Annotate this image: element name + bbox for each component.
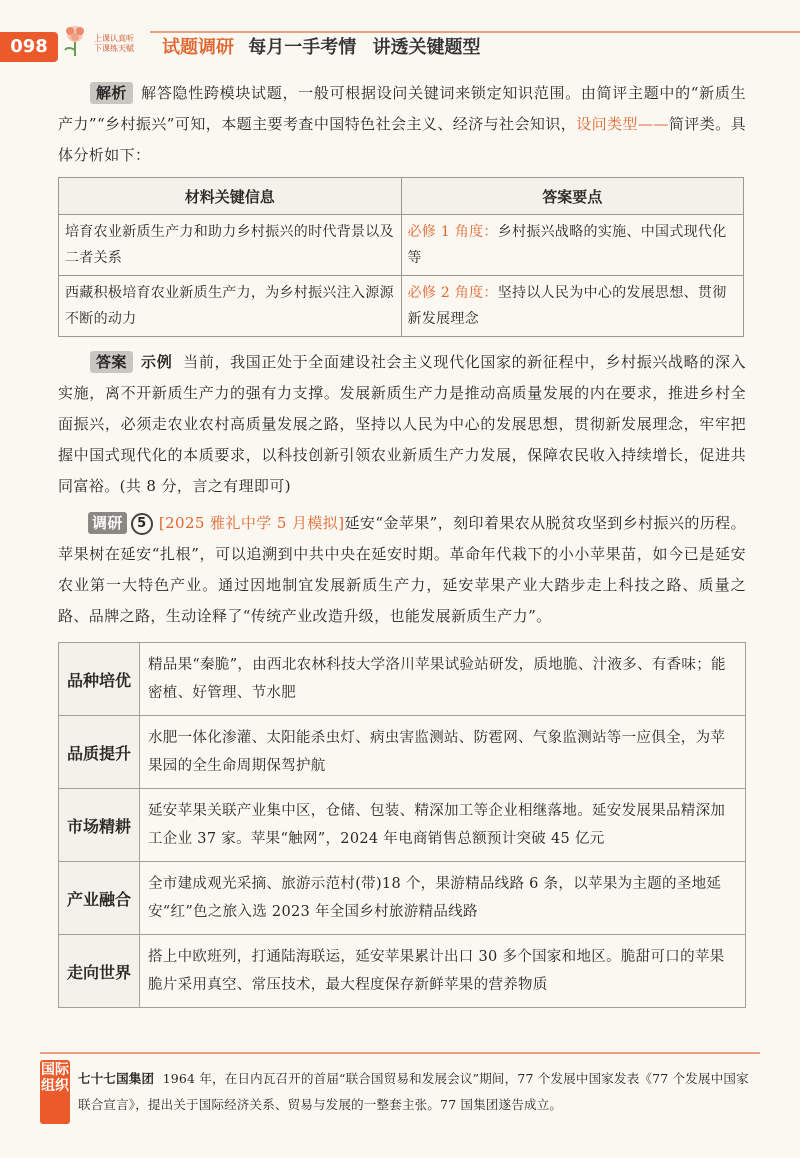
answer-tag: 答案 (90, 351, 133, 373)
row-label: 走向世界 (59, 935, 140, 1008)
page-number: 098 (0, 32, 58, 62)
answer-point-cell (401, 276, 744, 337)
footnote-term: 七十七国集团 (78, 1071, 155, 1086)
footnote-text (78, 1066, 758, 1118)
answer-text: 当前，我国正处于全面建设社会主义现代化国家的新征程中，乡村振兴战略的深入实施，离不开新质生产力的强有力支撑。发展新质生产力是推动高质量发展的内在要求，推进乡村全面振兴，必须走农业农村高质量发展之路，坚持以人民为中心的发展思想，贯彻新发展理念，牢牢把握中国式现代化的本质要求，以科技创新引领农业新质生产力发展，保障农民收入持续增长，促进共同富裕。(共 8 分，言之有理即可) (58, 353, 746, 495)
footnote-body: 1964 年，在日内瓦召开的首届“联合国贸易和发展会议”期间，77 个发展中国家发表《77 个发展中国家联合宣言》，提出关于国际经济关系、贸易与发展的一整套主张。77 国集团遂告成立。 (78, 1071, 749, 1112)
answer-point-cell (401, 215, 744, 276)
header-subtitle-1: 每月一手考情 (248, 37, 357, 58)
main-content (58, 78, 746, 1008)
table-row (59, 935, 746, 1008)
analysis-table (58, 177, 744, 337)
example-label: 示例 (140, 353, 173, 371)
table-row (59, 276, 744, 337)
row-text: 全市建成观光采摘、旅游示范村(带)18 个，果游精品线路 6 条，以苹果为主题的圣地延安“红”色之旅入选 2023 年全国乡村旅游精品线路 (140, 862, 746, 935)
table-header-points: 答案要点 (401, 178, 744, 215)
analysis-paragraph (58, 78, 746, 171)
analysis-tag: 解析 (90, 82, 133, 104)
analysis-text-2: 简评类。具体分析如下： (58, 115, 746, 164)
flower-logo-icon (58, 22, 92, 60)
row-text: 延安苹果关联产业集中区，仓储、包装、精深加工等企业相继落地。延安发展果品精深加工企业 37 家。苹果“触网”，2024 年电商销售总额预计突破 45 亿元 (140, 789, 746, 862)
footnote (40, 1052, 760, 1122)
row-label: 市场精耕 (59, 789, 140, 862)
angle-label: 必修 1 角度： (407, 224, 498, 240)
header-slogan: 上课认真听 下课练天赋 (94, 34, 134, 53)
page-header (0, 0, 800, 70)
table-header-row (59, 178, 744, 215)
research-source: [2025 雅礼中学 5 月模拟] (158, 514, 345, 532)
table-row (59, 215, 744, 276)
question-type-label: 设问类型—— (576, 115, 669, 133)
analysis-text-1: 解答隐性跨模块试题，一般可根据设问关键词来锁定知识范围。由简评主题中的“新质生产力”“乡村振兴”可知，本题主要考查中国特色社会主义、经济与社会知识， (58, 84, 746, 133)
row-label: 产业融合 (59, 862, 140, 935)
row-text: 精品果“秦脆”，由西北农林科技大学洛川苹果试验站研发，质地脆、汁液多、有香味；能密植、好管理、节水肥 (140, 643, 746, 716)
angle-label: 必修 2 角度： (407, 285, 498, 301)
table-row (59, 643, 746, 716)
research-paragraph (58, 508, 746, 632)
header-title (162, 33, 481, 59)
answer-point-text: 乡村振兴战略的实施、中国式现代化等 (407, 224, 727, 266)
answer-point-text: 坚持以人民为中心的发展思想、贯彻新发展理念 (407, 285, 727, 327)
answer-paragraph (58, 347, 746, 502)
row-text: 水肥一体化渗灌、太阳能杀虫灯、病虫害监测站、防雹网、气象监测站等一应俱全，为苹果园的全生命周期保驾护航 (140, 716, 746, 789)
footnote-rule (40, 1052, 760, 1054)
research-number: 5 (131, 513, 153, 535)
row-text: 搭上中欧班列，打通陆海联运，延安苹果累计出口 30 多个国家和地区。脆甜可口的苹果脆片采用真空、常压技术，最大程度保存新鲜苹果的营养物质 (140, 935, 746, 1008)
row-label: 品质提升 (59, 716, 140, 789)
apple-industry-table (58, 642, 746, 1008)
header-subtitle-2: 讲透关键题型 (372, 37, 481, 58)
section-name: 试题调研 (162, 37, 234, 58)
table-header-info: 材料关键信息 (59, 178, 402, 215)
research-text: 延安“金苹果”，刻印着果农从脱贫攻坚到乡村振兴的历程。苹果树在延安“扎根”，可以追溯到中共中央在延安时期。革命年代栽下的小小苹果苗，如今已是延安农业第一大特色产业。通过因地制宜发展新质生产力，延安苹果产业大踏步走上科技之路、质量之路、品牌之路，生动诠释了“传统产业改造升级，也能发展新质生产力”。 (58, 514, 747, 625)
table-row (59, 862, 746, 935)
footnote-category: 国际组织 (40, 1060, 70, 1124)
table-row (59, 716, 746, 789)
research-tag: 调研 (88, 512, 127, 534)
key-info-cell: 西藏积极培育农业新质生产力，为乡村振兴注入源源不断的动力 (59, 276, 402, 337)
table-row (59, 789, 746, 862)
key-info-cell: 培育农业新质生产力和助力乡村振兴的时代背景以及二者关系 (59, 215, 402, 276)
row-label: 品种培优 (59, 643, 140, 716)
